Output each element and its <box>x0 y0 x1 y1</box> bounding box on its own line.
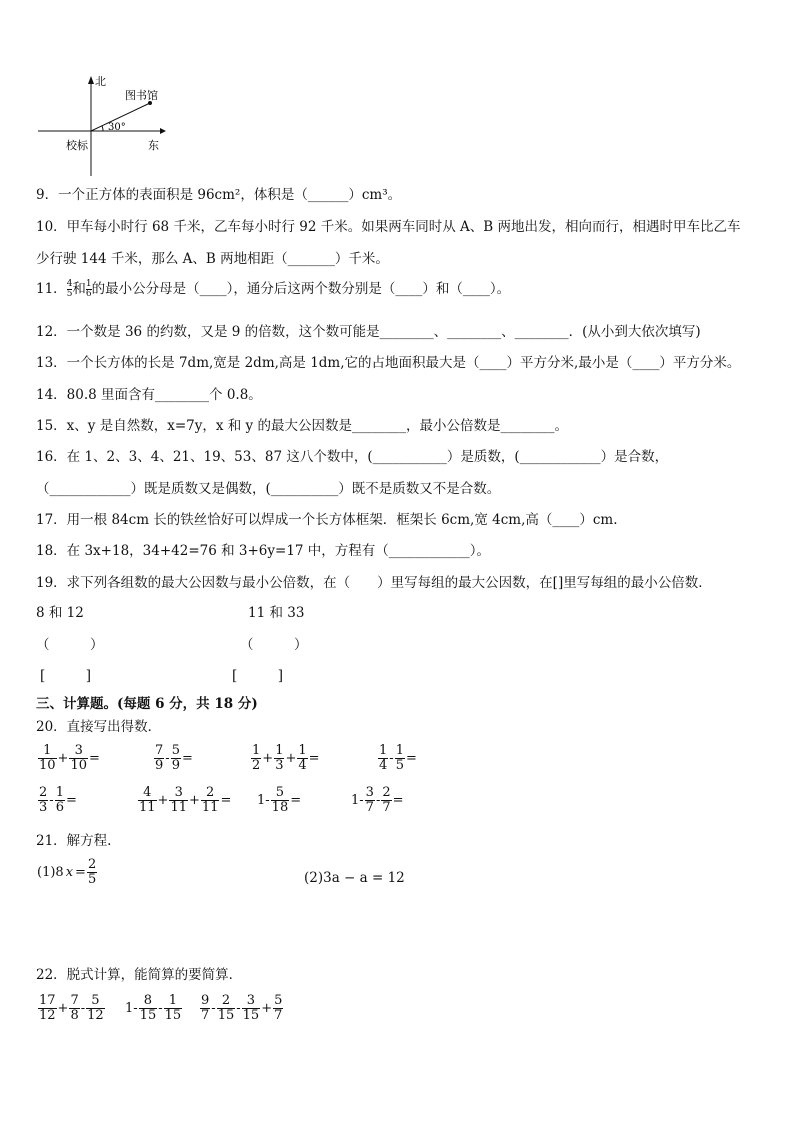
question-19-group-2: 11 和 33 <box>248 605 305 621</box>
question-20-label: 20．直接写出得数． <box>36 719 162 735</box>
origin-label: 校标 <box>66 139 88 152</box>
question-13: 13．一个长方体的长是 7dm,宽是 2dm,高是 1dm,它的占地面积最大是（____）平方分米,最小是（____）平方分米。 <box>36 355 741 371</box>
fraction-four-fifths: $\frac{4}{5}$ <box>66 279 73 299</box>
gcd-blank-1: （ ） <box>36 637 104 653</box>
q20-expr-3: $\frac{1}{2}$ + $\frac{1}{3}$ + $\frac{1}{4}$ = <box>252 743 320 773</box>
question-15: 15．x、y 是自然数，x=7y，x 和 y 的最大公因数是________，最小公倍数是________。 <box>36 418 568 434</box>
gcd-blank-2: （ ） <box>240 637 308 653</box>
question-19-group-1: 8 和 12 <box>36 605 84 621</box>
q20-expr-4: $\frac{1}{4}$ - $\frac{1}{5}$ = <box>379 743 417 773</box>
q20-expr-2: $\frac{7}{9}$ - $\frac{5}{9}$ = <box>155 743 193 773</box>
section-3-heading: 三、计算题。(每题 6 分，共 18 分) <box>36 696 258 712</box>
q20-expr-6: $\frac{4}{11}$ + $\frac{3}{11}$ + $\frac{2}{11}$ = <box>139 785 232 815</box>
north-label: 北 <box>95 75 106 88</box>
q20-expr-8: 1- $\frac{3}{7}$ - $\frac{2}{7}$ = <box>351 785 404 815</box>
q22-expr-1: $\frac{17}{12}$ + $\frac{7}{8}$ - $\frac{5}{12}$ <box>39 993 104 1023</box>
question-18: 18．在 3x+18，34+42=76 和 3+6y=17 中，方程有（____________）。 <box>36 543 491 559</box>
q22-expr-2: 1- $\frac{8}{15}$ - $\frac{1}{15}$ <box>125 993 182 1023</box>
question-11-and: 和 <box>72 281 86 297</box>
question-11 <box>36 280 510 299</box>
east-label: 东 <box>148 139 159 152</box>
q22-expr-3: $\frac{9}{7}$ - $\frac{2}{15}$ - $\frac{3}{15}$ + $\frac{5}{7}$ <box>201 993 283 1023</box>
equation-1: (1)8 x= $\frac{2}{5}$ <box>37 857 97 887</box>
question-17: 17．用一根 84cm 长的铁丝恰好可以焊成一个长方体框架．框架长 6cm,宽 4cm,高（____）cm. <box>36 512 618 528</box>
q20-expr-7: 1- $\frac{5}{18}$ = <box>257 785 302 815</box>
question-14: 14．80.8 里面含有________个 0.8。 <box>36 387 262 403</box>
question-22-label: 22．脱式计算，能简算的要简算． <box>36 967 243 983</box>
lcm-blank-1: [ ] <box>40 668 92 684</box>
q20-expr-5: $\frac{2}{3}$ - $\frac{1}{6}$ = <box>39 785 77 815</box>
angle-label: 30° <box>108 122 126 133</box>
question-21-label: 21．解方程. <box>36 833 112 849</box>
angle-arc <box>102 126 103 131</box>
question-11-number: 11． <box>36 281 67 297</box>
east-arrow-icon <box>160 128 166 134</box>
question-16-line2: （____________）既是质数又是偶数，(__________）既不是质数又不是合数。 <box>36 481 501 497</box>
question-10-line2: 少行驶 144 千米，那么 A、B 两地相距（_______）千米。 <box>36 251 389 267</box>
question-10-line1: 10．甲车每小时行 68 千米，乙车每小时行 92 千米。如果两车同时从 A、B 两地出发，相向而行，相遇时甲车比乙车 <box>36 219 741 235</box>
question-16-line1: 16．在 1、2、3、4、21、19、53、87 这八个数中，(___________）是质数，(____________）是合数， <box>36 449 669 465</box>
equation-2: (2)3a − a = 12 <box>304 870 405 886</box>
library-label: 图书馆 <box>125 89 158 102</box>
lcm-blank-2: [ ] <box>232 668 284 684</box>
q20-expr-1: $\frac{1}{10}$ + $\frac{3}{10}$ = <box>39 743 100 773</box>
fraction-one-sixth: $\frac{1}{6}$ <box>85 279 92 299</box>
question-12: 12．一个数是 36 的约数，又是 9 的倍数，这个数可能是________、________、________．(从小到大依次填写) <box>36 324 701 340</box>
north-arrow-icon <box>88 76 94 84</box>
direction-diagram <box>30 70 170 180</box>
question-11-text: 的最小公分母是（____），通分后这两个数分别是（____）和（____）。 <box>91 281 511 297</box>
question-19: 19．求下列各组数的最大公因数与最小公倍数，在（ ）里写每组的最大公因数，在[]里写每组的最小公倍数． <box>36 575 712 591</box>
question-9: 9．一个正方体的表面积是 96cm²，体积是（______）cm³。 <box>36 187 402 203</box>
